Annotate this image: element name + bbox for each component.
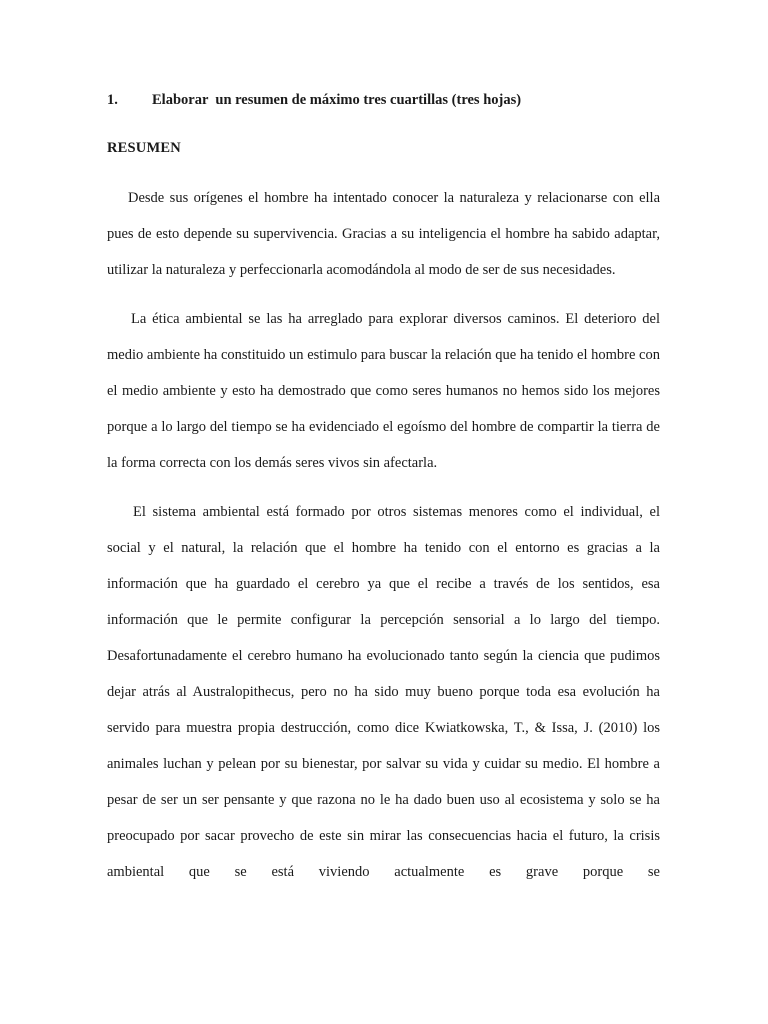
body-text [107, 180, 660, 903]
paragraph-3: El sistema ambiental está formado por otros sistemas menores como el individual, el social y el natural, la relación que el hombre ha tenido con el entorno es gracias a la información que ha guardado el cerebro ya que el recibe a través de los sentidos, esa información que le permite configurar la percepción sensorial a lo largo del tiempo. Desafortunadamente el cerebro humano ha evolucionado tanto según la ciencia que pudimos dejar atrás al Australopithecus, pero no ha sido muy bueno porque toda esa evolución ha servido para muestra propia destrucción, como dice Kwiatkowska, T., & Issa, J. (2010) los animales luchan y pelean por su bienestar, por salvar su vida y cuidar su medio. El hombre a pesar de ser un ser pensante y que razona no le ha dado buen uso al ecosistema y solo se ha preocupado por sacar provecho de este sin mirar las consecuencias hacia el futuro, la crisis ambiental que se está viviendo actualmente es grave porque se [107, 504, 660, 880]
assignment-heading [107, 92, 521, 109]
paragraph-1: Desde sus orígenes el hombre ha intentado conocer la naturaleza y relacionarse con ella pues de esto depende su supervivencia. Gracias a su inteligencia el hombre ha sabido adaptar, utilizar la naturaleza y perfeccionarla acomodándola al modo de ser de sus necesidades. [107, 190, 660, 278]
paragraph-2: La ética ambiental se las ha arreglado para explorar diversos caminos. El deterioro del medio ambiente ha constituido un estimulo para buscar la relación que ha tenido el hombre con el medio ambiente y esto ha demostrado que como seres humanos no hemos sido los mejores porque a lo largo del tiempo se ha evidenciado el egoísmo del hombre de compartir la tierra de la forma correcta con los demás seres vivos sin afectarla. [107, 311, 660, 471]
section-title: RESUMEN [107, 140, 181, 156]
item-number: 1. [107, 92, 118, 108]
item-text: Elaborar un resumen de máximo tres cuartillas (tres hojas) [152, 92, 522, 108]
